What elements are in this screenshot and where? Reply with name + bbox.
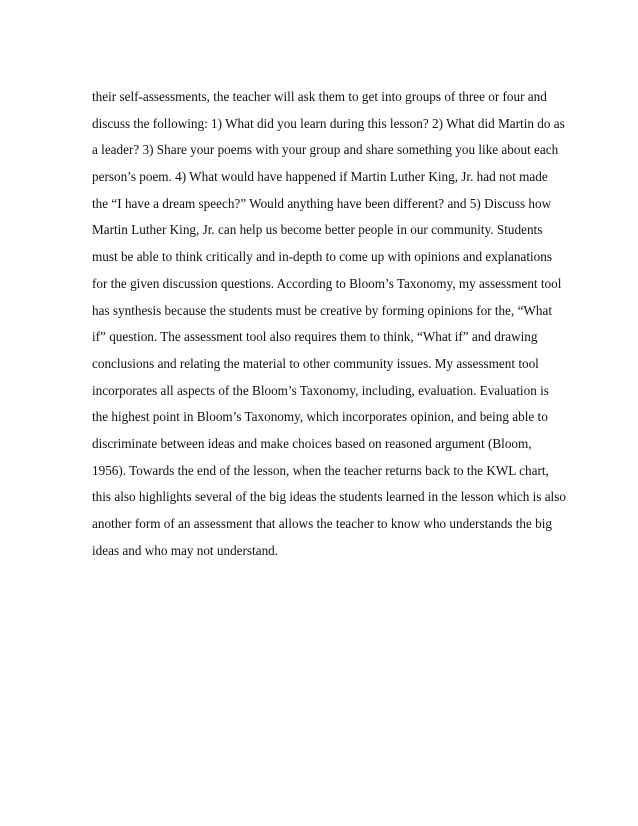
text-line: must be able to think critically and in-depth to come up with opinions and explanations — [92, 249, 553, 265]
text-line: the highest point in Bloom’s Taxonomy, which incorporates opinion, and being able to — [92, 409, 548, 425]
text-line: a leader? 3) Share your poems with your group and share something you like about each — [92, 142, 559, 158]
text-line: discuss the following: 1) What did you learn during this lesson? 2) What did Martin do as — [92, 115, 565, 131]
text-line: the “I have a dream speech?” Would anything have been different? and 5) Discuss how — [92, 195, 552, 211]
text-line: has synthesis because the students must be creative by forming opinions for the, “What — [92, 302, 552, 318]
text-line: 1956). Towards the end of the lesson, when the teacher returns back to the KWL chart, — [92, 462, 549, 478]
text-line: their self-assessments, the teacher will ask them to get into groups of three or four and — [92, 89, 547, 104]
text-line: if” question. The assessment tool also requires them to think, “What if” and drawing — [92, 329, 538, 345]
text-line: conclusions and relating the material to other community issues. My assessment tool — [92, 355, 539, 371]
text-line: this also highlights several of the big ideas the students learned in the lesson which is also — [92, 489, 566, 505]
text-line: another form of an assessment that allows the teacher to know who understands the big — [92, 516, 552, 531]
text-line: discriminate between ideas and make choices based on reasoned argument (Bloom, — [92, 435, 532, 451]
body-paragraph — [92, 84, 566, 564]
text-line: for the given discussion questions. According to Bloom’s Taxonomy, my assessment tool — [92, 275, 562, 291]
text-line: person’s poem. 4) What would have happened if Martin Luther King, Jr. had not made — [92, 169, 548, 185]
text-line: incorporates all aspects of the Bloom’s Taxonomy, including, evaluation. Evaluation is — [92, 382, 549, 398]
text-line: ideas and who may not understand. — [92, 542, 279, 558]
text-line: Martin Luther King, Jr. can help us become better people in our community. Students — [92, 222, 543, 238]
